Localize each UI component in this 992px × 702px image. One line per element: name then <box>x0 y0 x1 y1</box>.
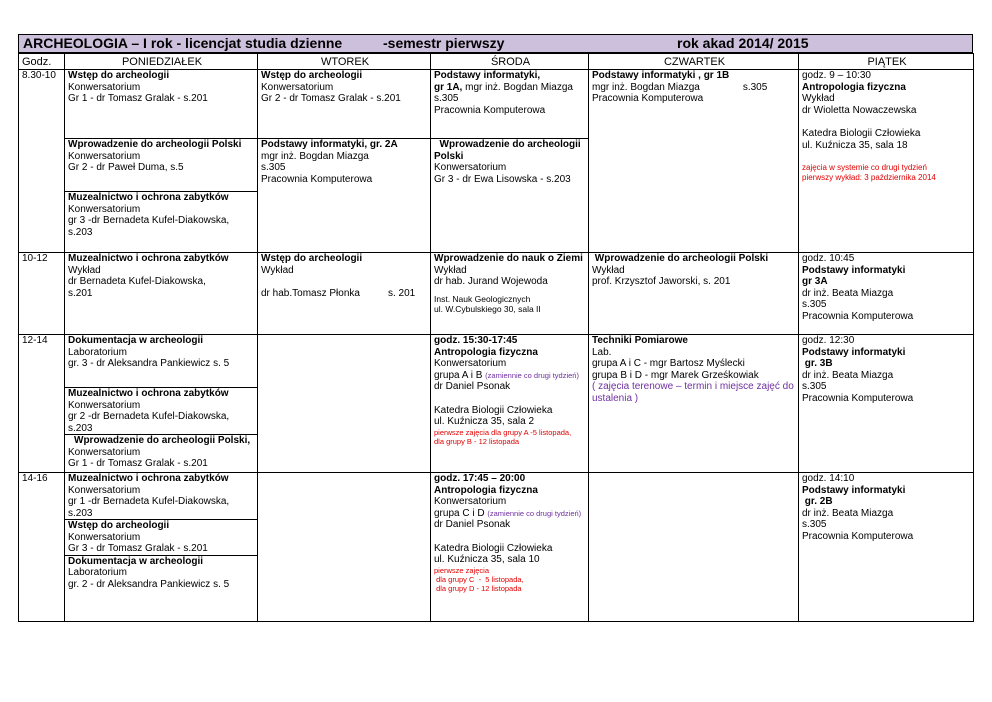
class-time: godz. 10:45 <box>802 253 855 264</box>
class-teacher: dr hab.Tomasz Płonka <box>261 288 360 299</box>
class-block <box>65 555 257 591</box>
class-block <box>65 70 257 138</box>
class-teacher: mgr inż. Bogdan Miazga <box>592 81 700 93</box>
class-group: gr 3 -dr Bernadeta Kufel-Diakowska, s.203 <box>68 215 230 238</box>
mon-cell-1 <box>65 70 258 253</box>
thu-cell-3 <box>589 335 799 473</box>
class-block <box>65 387 257 434</box>
class-title: Wprowadzenie do archeologii Polski, <box>74 435 251 446</box>
fri-cell-3 <box>799 335 974 473</box>
class-teacher: mgr inż. Bogdan Miazga <box>462 81 573 93</box>
class-room: s.305 <box>261 162 286 173</box>
thu-cell-4 <box>589 473 799 622</box>
class-type: Wykład <box>434 264 467 276</box>
class-room: s.305 <box>802 299 827 310</box>
class-room: s.305 <box>742 81 768 93</box>
class-note: dla grupy C - 5 listopada, <box>434 574 524 584</box>
header-wednesday: ŚRODA <box>431 54 589 70</box>
class-title: Wstęp do archeologii <box>261 70 363 81</box>
class-group: Gr 3 - dr Tomasz Gralak - s.201 <box>68 543 208 554</box>
class-teacher: dr inż. Beata Miazga <box>802 507 894 519</box>
class-title: Dokumentacja w archeologii <box>68 335 204 346</box>
class-title: Podstawy informatyki <box>802 346 906 358</box>
mon-cell-2 <box>65 253 258 335</box>
class-room: s.305 <box>802 519 827 530</box>
class-type: Laboratorium <box>68 567 127 578</box>
class-room: s.305 <box>434 93 459 104</box>
class-group: Gr 2 - dr Tomasz Gralak - s.201 <box>261 93 401 104</box>
class-time: godz. 9 – 10:30 <box>802 70 871 81</box>
class-teacher: prof. Krzysztof Jaworski, s. 201 <box>592 276 731 287</box>
class-group: Gr 1 - dr Tomasz Gralak - s.201 <box>68 93 208 104</box>
class-group: Gr 3 - dr Ewa Lisowska - s.203 <box>434 173 571 185</box>
wed-cell-1 <box>431 70 589 253</box>
tue-cell-1 <box>258 70 431 253</box>
class-title: Muzealnictwo i ochrona zabytków <box>68 388 229 399</box>
class-note: dla grupy D - 12 listopada <box>434 583 522 593</box>
tue-cell-4 <box>258 473 431 622</box>
schedule-table <box>18 53 974 622</box>
tue-cell-2 <box>258 253 431 335</box>
wed-cell-2 <box>431 253 589 335</box>
class-type: Konwersatorium <box>68 150 141 162</box>
row-8-30 <box>19 70 974 253</box>
title-semester: -semestr pierwszy <box>383 35 505 51</box>
class-title: Wstęp do archeologii <box>68 70 170 81</box>
thu-cell-2 <box>589 253 799 335</box>
class-title: Antropologia fizyczna <box>802 81 906 93</box>
class-room: s.201 <box>68 287 93 299</box>
class-block <box>65 473 257 519</box>
class-title: Wprowadzenie do archeologii <box>434 139 581 150</box>
class-group: grupa B i D - mgr Marek Grześkowiak <box>592 369 759 381</box>
hour-cell: 14-16 <box>19 473 65 622</box>
class-lab: Pracownia Komputerowa <box>592 93 704 104</box>
class-title: Wprowadzenie do archeologii Polski <box>592 253 769 264</box>
fri-cell-1 <box>799 70 974 253</box>
class-address: ul. W.Cybulskiego 30, sala II <box>434 303 541 314</box>
class-note: pierwszy wykład: 3 października 2014 <box>802 173 936 182</box>
header-monday: PONIEDZIAŁEK <box>65 54 258 70</box>
header-row <box>19 54 974 70</box>
class-title: Podstawy informatyki, gr. 2A <box>261 139 398 150</box>
class-block <box>258 70 430 138</box>
class-note: zajęcia w systemie co drugi tydzień <box>802 163 927 172</box>
tue-cell-3 <box>258 335 431 473</box>
fri-cell-4 <box>799 473 974 622</box>
class-teacher: dr hab. Jurand Wojewoda <box>434 276 548 287</box>
title-program: ARCHEOLOGIA – I rok - licencjat studia dzienne <box>23 35 343 51</box>
class-note: (zamiennie co drugi tydzień) <box>487 508 582 518</box>
class-note: pierwsze zajęcia dla grupy A -5 listopada, <box>434 427 572 437</box>
wed-cell-3 <box>431 335 589 473</box>
class-group: gr 1A, <box>434 81 463 93</box>
class-block <box>65 335 257 387</box>
class-note: ( zajęcia terenowe – termin i miejsce zajęć do ustalenia ) <box>592 381 794 404</box>
header-friday: PIĄTEK <box>799 54 974 70</box>
class-title: Muzealnictwo i ochrona zabytków <box>68 473 229 484</box>
class-teacher: dr Wioletta Nowaczewska <box>802 104 917 116</box>
class-group: Gr 2 - dr Paweł Duma, s.5 <box>68 162 184 173</box>
mon-cell-4 <box>65 473 258 622</box>
class-title: Podstawy informatyki <box>802 484 906 496</box>
hour-cell: 10-12 <box>19 253 65 335</box>
class-lab: Pracownia Komputerowa <box>802 392 914 404</box>
class-title: Techniki Pomiarowe <box>592 335 688 346</box>
class-teacher: mgr inż. Bogdan Miazga <box>261 150 369 162</box>
class-block <box>65 138 257 191</box>
class-teacher: dr Daniel Psonak <box>434 519 511 530</box>
class-lab: Pracownia Komputerowa <box>802 310 914 322</box>
class-type: Wykład <box>68 264 101 276</box>
row-10 <box>19 253 974 335</box>
class-title: Muzealnictwo i ochrona zabytków <box>68 253 229 264</box>
class-type: Konwersatorium <box>68 484 141 496</box>
header-hour: Godz. <box>19 54 65 70</box>
class-time: godz. 15:30-17:45 <box>434 335 518 346</box>
class-dept: Katedra Biologii Człowieka <box>802 128 921 139</box>
class-address: ul. Kuźnicza 35, sala 10 <box>434 554 540 565</box>
class-group: grupa A i C - mgr Bartosz Myślecki <box>592 358 745 369</box>
class-room: s.305 <box>802 381 827 392</box>
class-note: pierwsze zajęcia <box>434 565 490 575</box>
class-block <box>65 191 257 238</box>
class-title: Wprowadzenie do nauk o Ziemi <box>434 253 583 264</box>
class-time: godz. 12:30 <box>802 335 855 346</box>
row-12 <box>19 335 974 473</box>
row-14 <box>19 473 974 622</box>
class-title: Antropologia fizyczna <box>434 484 538 496</box>
class-title-cont: Polski <box>434 150 464 162</box>
class-group: gr. 2 - dr Aleksandra Pankiewicz s. 5 <box>68 578 230 590</box>
header-tuesday: WTOREK <box>258 54 431 70</box>
class-note: dla grupy B - 12 listopada <box>434 437 520 446</box>
class-institute: Inst. Nauk Geologicznych <box>434 293 531 304</box>
class-type: Lab. <box>592 346 612 358</box>
class-title: Antropologia fizyczna <box>434 346 538 358</box>
class-group: gr 2 -dr Bernadeta Kufel-Diakowska, s.203 <box>68 411 230 434</box>
class-type: Konwersatorium <box>68 81 141 93</box>
class-type: Konwersatorium <box>434 496 507 507</box>
title-year: rok akad 2014/ 2015 <box>677 35 809 51</box>
class-type: Konwersatorium <box>434 162 507 173</box>
class-title: Dokumentacja w archeologii <box>68 555 204 567</box>
class-title: Wstęp do archeologii <box>68 520 170 531</box>
class-type: Wykład <box>261 264 294 276</box>
class-group: grupa C i D <box>434 507 485 519</box>
header-thursday: CZWARTEK <box>589 54 799 70</box>
class-title: Podstawy informatyki <box>802 264 906 276</box>
class-block <box>258 138 430 185</box>
mon-cell-3 <box>65 335 258 473</box>
class-type: Konwersatorium <box>434 358 507 369</box>
hour-cell: 8.30-10 <box>19 70 65 253</box>
class-type: Laboratorium <box>68 346 127 358</box>
fri-cell-2 <box>799 253 974 335</box>
class-teacher: dr Daniel Psonak <box>434 381 511 392</box>
class-room: s. 201 <box>387 288 416 299</box>
class-title: Podstawy informatyki , gr 1B <box>592 70 730 81</box>
class-type: Wykład <box>592 264 625 276</box>
class-group: Gr 1 - dr Tomasz Gralak - s.201 <box>68 458 208 469</box>
class-type: Konwersatorium <box>261 81 334 93</box>
thu-cell-1 <box>589 70 799 253</box>
class-type: Wykład <box>802 93 835 104</box>
class-type: Konwersatorium <box>68 531 141 543</box>
class-lab: Pracownia Komputerowa <box>434 104 546 116</box>
class-group: gr 1 -dr Bernadeta Kufel-Diakowska, s.203 <box>68 496 230 519</box>
class-title: Wprowadzenie do archeologii Polski <box>68 139 242 150</box>
class-note: (zamiennie co drugi tydzień) <box>485 370 579 380</box>
class-block <box>431 70 588 138</box>
class-group: gr 3A <box>802 276 828 287</box>
wed-cell-4 <box>431 473 589 622</box>
class-group: gr. 3 - dr Aleksandra Pankiewicz s. 5 <box>68 358 230 369</box>
class-group: gr. 2B <box>802 496 833 507</box>
hour-cell: 12-14 <box>19 335 65 473</box>
class-block <box>65 519 257 555</box>
class-type: Konwersatorium <box>68 446 141 458</box>
class-type: Konwersatorium <box>68 203 141 215</box>
class-teacher: dr inż. Beata Miazga <box>802 369 894 381</box>
schedule-title-bar <box>18 34 973 53</box>
class-dept: Katedra Biologii Człowieka <box>434 542 553 554</box>
class-time: godz. 14:10 <box>802 473 855 484</box>
class-lab: Pracownia Komputerowa <box>802 530 914 542</box>
class-address: ul. Kuźnicza 35, sala 18 <box>802 139 908 151</box>
class-title: Wstęp do archeologii <box>261 253 363 264</box>
class-type: Konwersatorium <box>68 399 141 411</box>
class-teacher: dr Bernadeta Kufel-Diakowska, <box>68 276 206 287</box>
class-title: Podstawy informatyki, <box>434 70 541 81</box>
class-teacher: dr inż. Beata Miazga <box>802 287 894 299</box>
class-lab: Pracownia Komputerowa <box>261 173 373 185</box>
class-time: godz. 17:45 – 20:00 <box>434 473 526 484</box>
class-address: ul. Kuźnicza 35, sala 2 <box>434 416 535 427</box>
class-dept: Katedra Biologii Człowieka <box>434 404 553 416</box>
class-group: gr. 3B <box>802 358 833 369</box>
class-title: Muzealnictwo i ochrona zabytków <box>68 192 229 203</box>
class-block <box>65 434 257 470</box>
class-group: grupa A i B <box>434 369 483 381</box>
class-block <box>431 138 588 185</box>
